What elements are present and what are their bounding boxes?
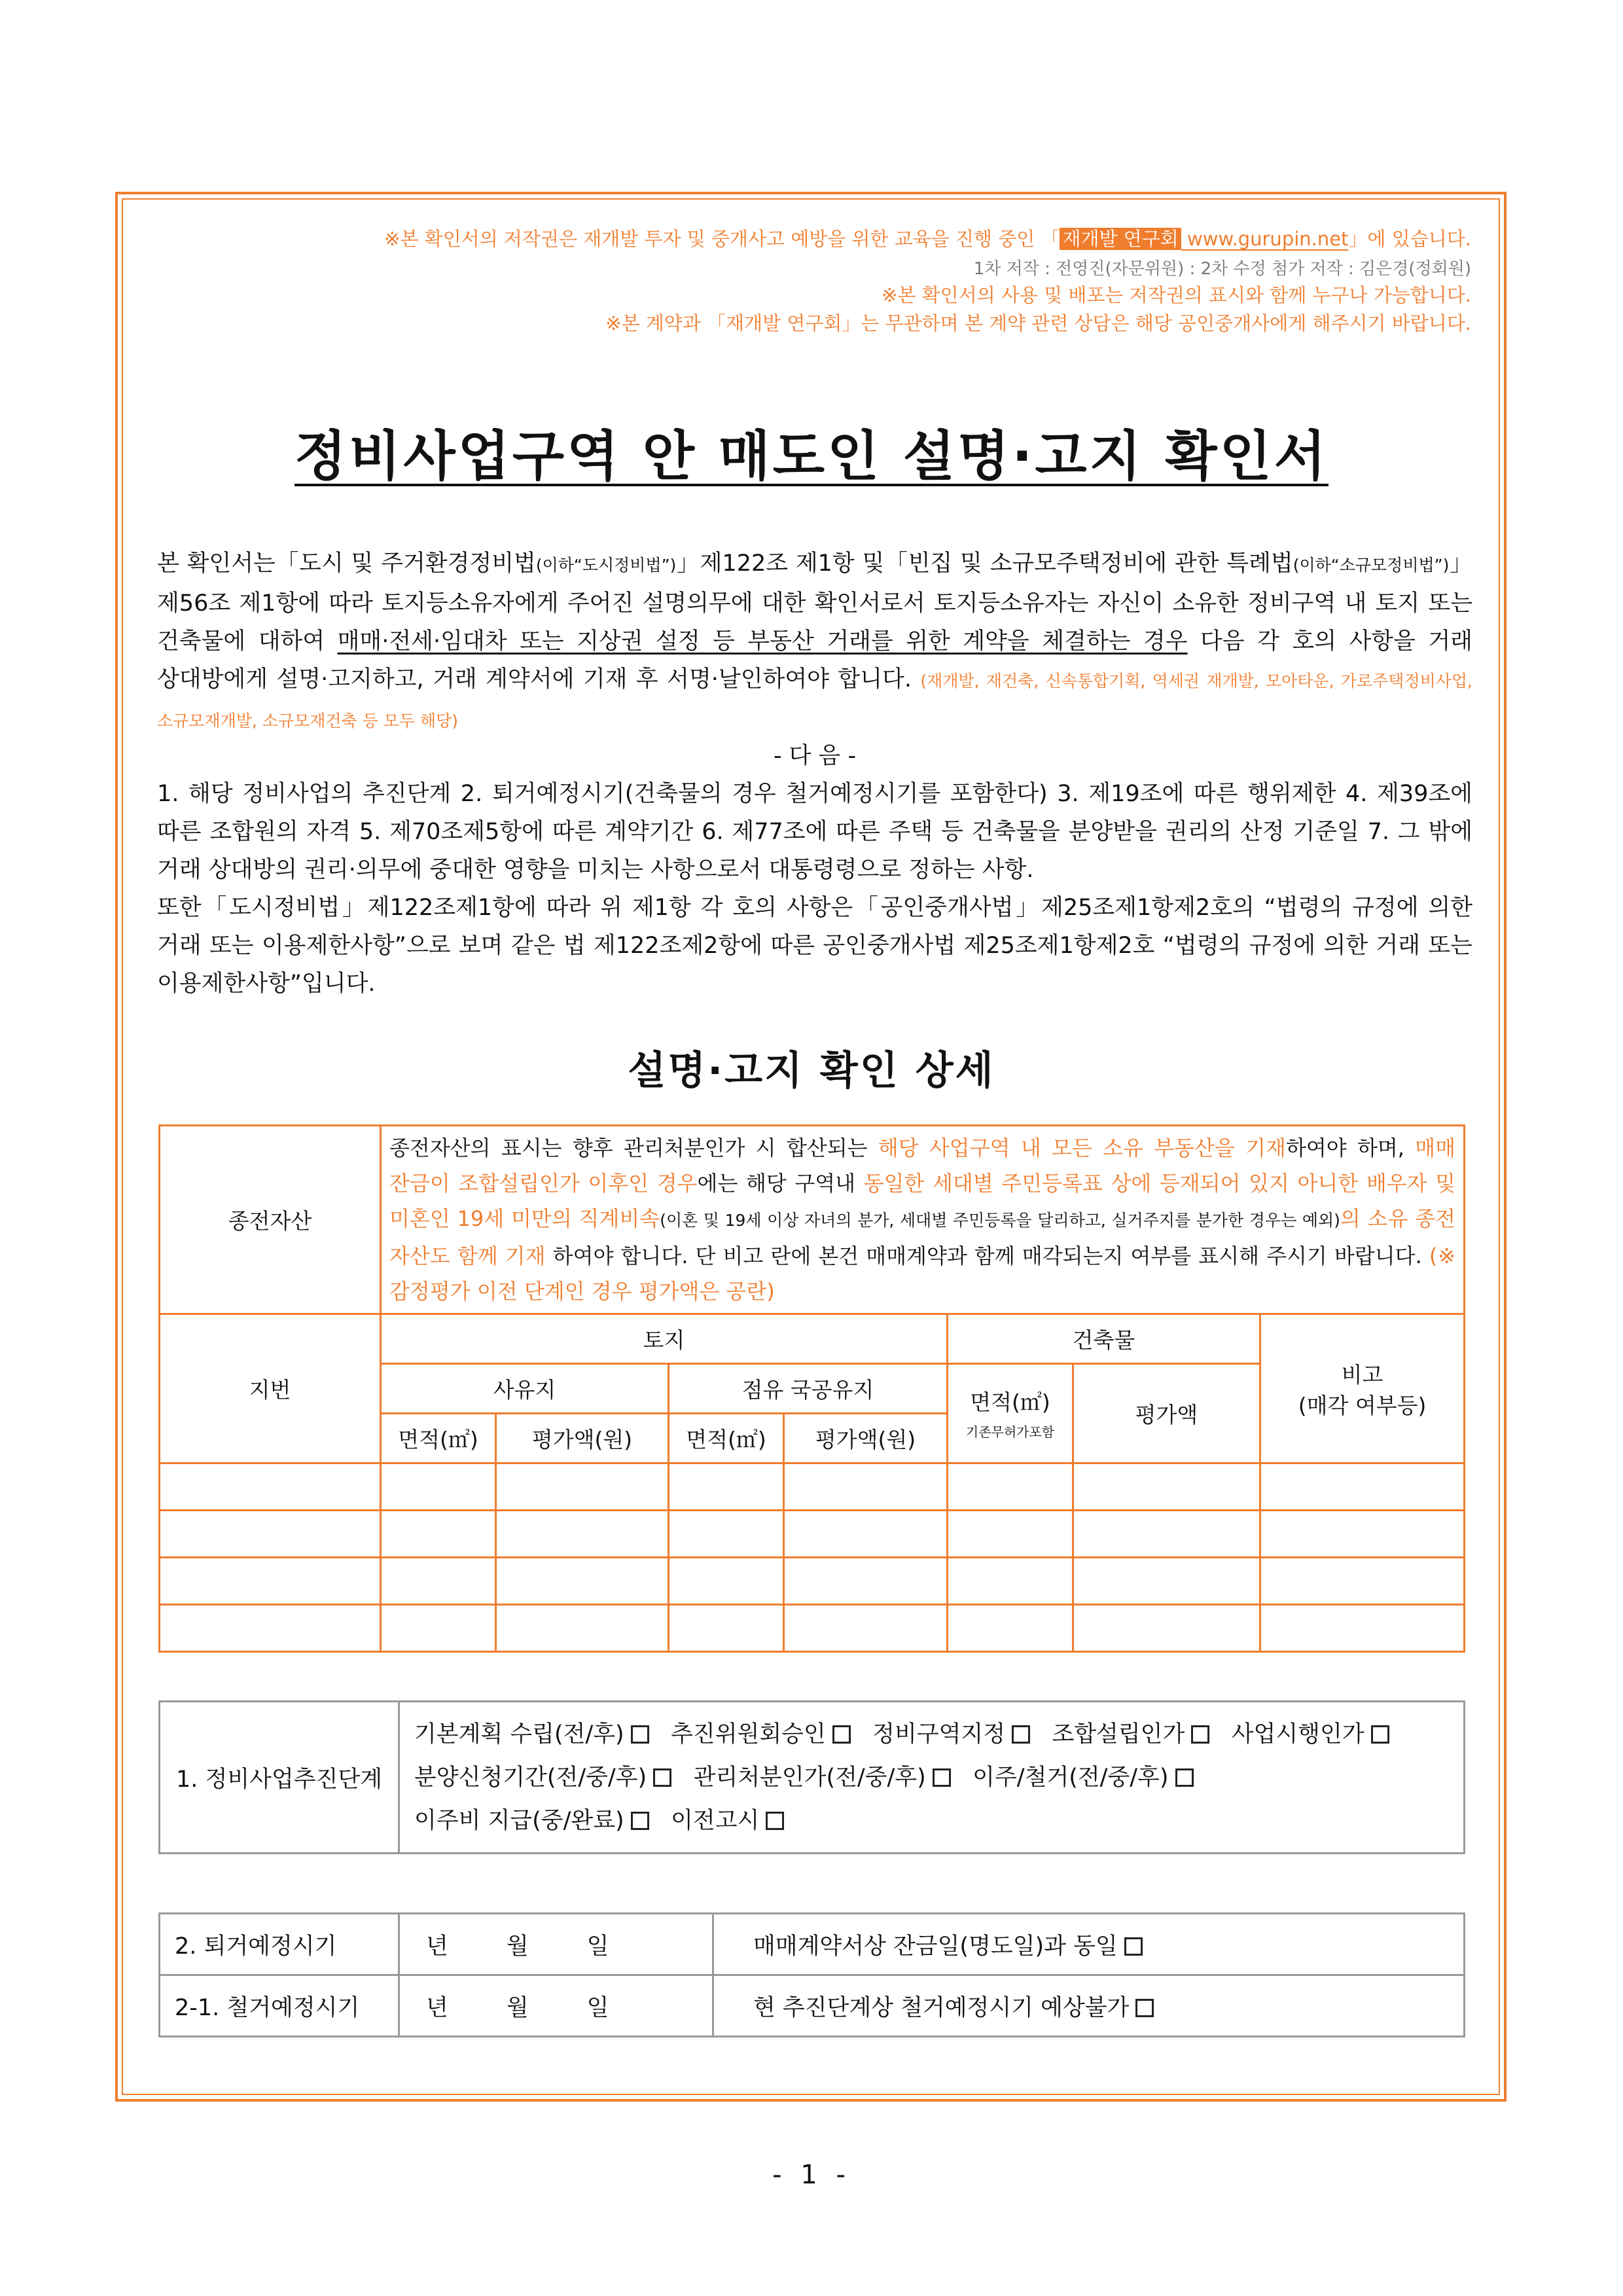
assets-table: [158, 1124, 1465, 1653]
checkbox[interactable]: [1135, 1999, 1154, 2017]
move-out-label: 2. 퇴거예정시기: [160, 1914, 399, 1975]
checkbox[interactable]: [653, 1768, 671, 1787]
assets-description: 종전자산의 표시는 향후 관리처분인가 시 합산되는 해당 사업구역 내 모든 소유 부동산을 기재하여야 하며, 매매 잔금이 조합설립인가 이후인 경우에는 해당 구역내 동일한 세대별 주민등록표 상에 등재되어 있지 아니한 배우자 및 미혼인 19세 미만의 직계비속(이혼 및 19세 이상 자녀의 분가, 세대별 주민등록을 달리하고, 실거주지를 분가한 경우는 예외)의 소유 종전 자산도 함께 기재 하여야 합니다. 단 비고 란에 본건 매매계약과 함께 매각되는지 여부를 표시해 주시기 바랍니다. (※ 감정평가 이전 단계인 경우 평가액은 공란): [381, 1126, 1465, 1314]
private-value-header: 평가액(원): [496, 1414, 669, 1463]
table-row: [160, 1605, 1465, 1652]
next-heading: - 다 음 -: [773, 743, 857, 769]
public-value-header: 평가액(원): [784, 1414, 948, 1463]
demolition-date[interactable]: 년 월 일: [399, 1975, 713, 2037]
applicable-projects: (재개발, 재건축, 신속통합기획, 역세권 재개발, 모아타운, 가로주택정비사업, 소규모재개발, 소규모재건축 등 모두 해당): [157, 672, 1472, 730]
section-subtitle: 설명·고지 확인 상세: [628, 1048, 995, 1094]
note-header: 비고 (매각 여부등): [1260, 1314, 1465, 1463]
table-row: [160, 1511, 1465, 1558]
items-list: 1. 해당 정비사업의 추진단계 2. 퇴거예정시기(건축물의 경우 철거예정시기를 포함한다) 3. 제19조에 따른 행위제한 4. 제39조에 따른 조합원의 자격 5. 제70조제5항에 따른 계약기간 6. 제77조에 따른 주택 등 건축물을 분양받을 권리의 산정 기준일 7. 그 밖에 거래 상대방의 권리·의무에 중대한 영향을 미치는 사항으로서 대통령령으로 정하는 사항.: [157, 781, 1472, 883]
checkbox[interactable]: [933, 1768, 951, 1787]
private-area-header: 면적(㎡): [381, 1414, 496, 1463]
checkbox[interactable]: [631, 1812, 649, 1830]
building-area-header: 면적(㎡) 기존무허가포함: [948, 1364, 1073, 1463]
public-land-header: 점유 국공유지: [669, 1364, 948, 1414]
copyright-notice: ※본 확인서의 저작권은 재개발 투자 및 중개사고 예방을 위한 교육을 진행 중인 「 재개발 연구회 www.gurupin.net」에 있습니다.: [384, 228, 1471, 250]
building-header: 건축물: [948, 1314, 1260, 1364]
usage-notice: ※본 확인서의 사용 및 배포는 저작권의 표시와 함께 누구나 가능합니다.: [882, 284, 1471, 306]
research-group-highlight: 재개발 연구회: [1060, 228, 1181, 250]
intro-paragraph: 본 확인서는「도시 및 주거환경정비법(이하“도시정비법”)」제122조 제1항 및「빈집 및 소규모주택정비에 관한 특례법(이하“소규모정비법”)」제56조 제1항에 따라 토지등소유자에게 주어진 설명의무에 대한 확인서로서 토지등소유자는 자신이 소유한 정비구역 내 토지 또는 건축물에 대하여 매매·전세·임대차 또는 지상권 설정 등 부동산 거래를 위한 계약을 체결하는 경우 다음 각 호의 사항을 거래 상대방에게 설명·고지하고, 거래 계약서에 기재 후 서명·날인하여야 합니다. (재개발, 재건축, 신속통합기획, 역세권 재개발, 모아타운, 가로주택정비사업, 소규모재개발, 소규모재건축 등 모두 해당): [157, 550, 1473, 730]
checkbox[interactable]: [766, 1812, 784, 1830]
checkbox[interactable]: [832, 1725, 851, 1744]
checkbox[interactable]: [631, 1725, 649, 1744]
table-row: [160, 1558, 1465, 1605]
stage-table: [158, 1700, 1465, 1854]
checkbox[interactable]: [1191, 1725, 1209, 1744]
building-value-header: 평가액: [1073, 1364, 1260, 1463]
website-link[interactable]: www.gurupin.net: [1181, 228, 1349, 250]
checkbox[interactable]: [1371, 1725, 1389, 1744]
public-area-header: 면적(㎡): [669, 1414, 784, 1463]
checkbox[interactable]: [1124, 1937, 1143, 1956]
land-header: 토지: [381, 1314, 948, 1364]
checkbox[interactable]: [1175, 1768, 1194, 1787]
demolition-option: 현 추진단계상 철거예정시기 예상불가: [713, 1975, 1465, 2037]
jibun-header: 지번: [160, 1314, 381, 1463]
stage-label: 1. 정비사업추진단계: [160, 1702, 399, 1854]
schedule-table: [158, 1912, 1465, 2037]
stage-options: 기본계획 수립(전/후) 추진위원회승인 정비구역지정 조합설립인가 사업시행인가 분양신청기간(전/중/후) 관리처분인가(전/중/후) 이주/철거(전/중/후) 이주비 지급(중/완료) 이전고시: [399, 1702, 1465, 1854]
disclaimer-notice: ※본 계약과 「재개발 연구회」는 무관하며 본 계약 관련 상담은 해당 공인중개사에게 해주시기 바랍니다.: [605, 312, 1471, 334]
contract-condition: 매매·전세·임대차 또는 지상권 설정 등 부동산 거래를 위한 계약을 체결하는 경우: [337, 628, 1188, 655]
author-credit: 1차 저작 : 전영진(자문위원) : 2차 수정 첨가 저작 : 김은경(정회원): [973, 259, 1471, 279]
table-row: [160, 1463, 1465, 1511]
move-out-option: 매매계약서상 잔금일(명도일)과 동일: [713, 1914, 1465, 1975]
document-title: 정비사업구역 안 매도인 설명·고지 확인서: [294, 425, 1329, 488]
checkbox[interactable]: [1012, 1725, 1030, 1744]
demolition-label: 2-1. 철거예정시기: [160, 1975, 399, 2037]
private-land-header: 사유지: [381, 1364, 669, 1414]
also-paragraph: 또한「도시정비법」제122조제1항에 따라 위 제1항 각 호의 사항은「공인중개사법」제25조제1항제2호의 “법령의 규정에 의한 거래 또는 이용제한사항”으로 보며 같은 법 제122조제2항에 따른 공인중개사법 제25조제1항제2호 “법령의 규정에 의한 거래 또는 이용제한사항”입니다.: [157, 895, 1472, 997]
move-out-date[interactable]: 년 월 일: [399, 1914, 713, 1975]
assets-label: 종전자산: [160, 1126, 381, 1314]
page-number: - 1 -: [772, 2160, 851, 2190]
